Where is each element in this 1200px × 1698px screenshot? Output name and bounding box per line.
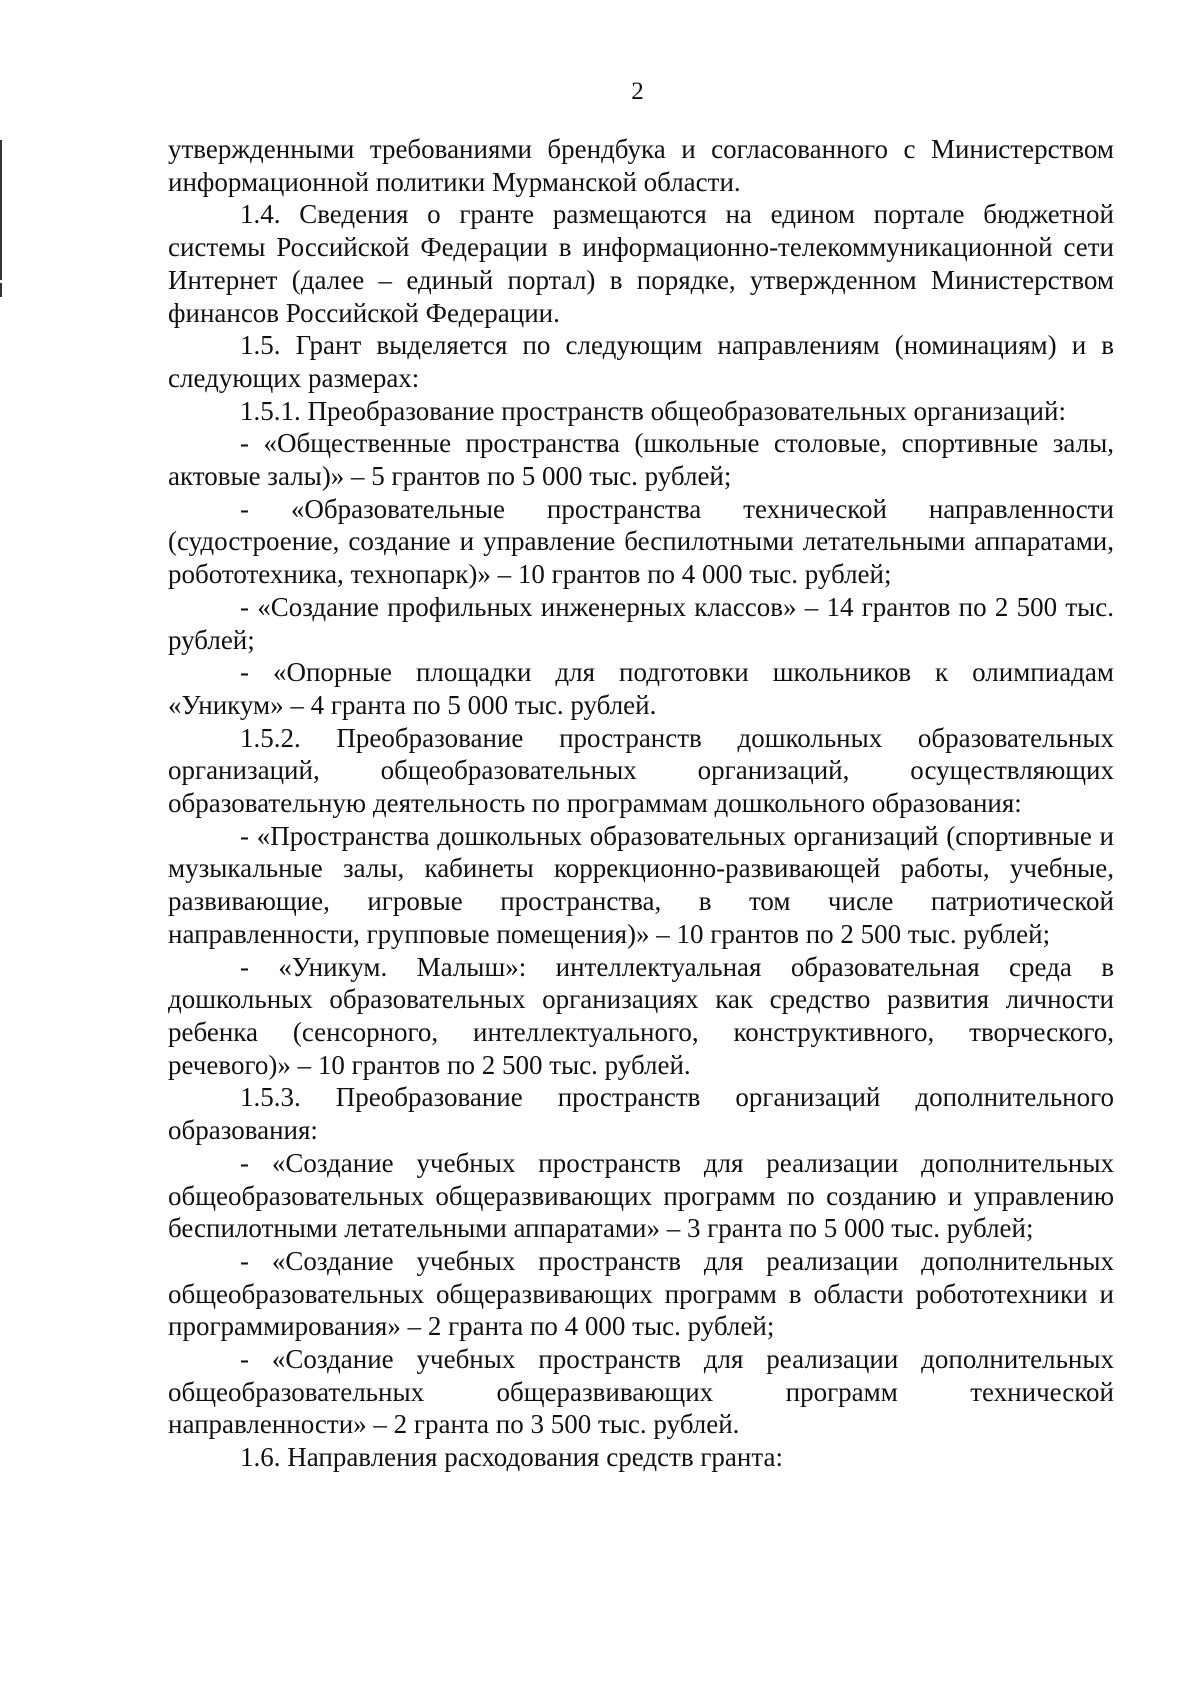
paragraph: 1.5. Грант выделяется по следующим направлениям (номинациям) и в следующих размерах:	[168, 330, 1114, 393]
document-body	[168, 133, 1114, 1474]
scan-edge-mark	[0, 283, 2, 297]
paragraph: 1.4. Сведения о гранте размещаются на едином портале бюджетной системы Российской Федерации в информационно-телекоммуникационной сети Интернет (далее – единый портал) в порядке, утвержденном Министерством финансов Российской Федерации.	[168, 199, 1114, 328]
list-item: - «Создание профильных инженерных классов» – 14 грантов по 2 500 тыс. рублей;	[168, 591, 1114, 655]
list-item: - «Опорные площадки для подготовки школьников к олимпиадам «Уникум» – 4 гранта по 5 000 тыс. рублей.	[168, 657, 1114, 720]
paragraph: 1.6. Направления расходования средств гранта:	[240, 1442, 783, 1473]
paragraph: 1.5.3. Преобразование пространств организаций дополнительного образования:	[168, 1082, 1114, 1146]
list-item: - «Общественные пространства (школьные столовые, спортивные залы, актовые залы)» – 5 грантов по 5 000 тыс. рублей;	[168, 428, 1114, 492]
paragraph: 1.5.1. Преобразование пространств общеобразовательных организаций:	[240, 395, 1066, 426]
list-item: - «Создание учебных пространств для реализации дополнительных общеобразовательных общеразвивающих программ по созданию и управлению беспилотными летательными аппаратами» – 3 гранта по 5 000 тыс. рублей;	[168, 1147, 1114, 1244]
list-item: - «Уникум. Малыш»: интеллектуальная образовательная среда в дошкольных образовательных организациях как средство развития личности ребенка (сенсорного, интеллектуального, конструктивного, творческого, речевого)» – 10 грантов по 2 500 тыс. рублей.	[168, 951, 1114, 1080]
list-item: - «Образовательные пространства технической направленности (судостроение, создание и управление беспилотными летательными аппаратами, робототехника, технопарк)» – 10 грантов по 4 000 тыс. рублей;	[168, 493, 1114, 590]
list-item: - «Создание учебных пространств для реализации дополнительных общеобразовательных общеразвивающих программ технической направленности» – 2 гранта по 3 500 тыс. рублей.	[168, 1344, 1114, 1440]
list-item: - «Создание учебных пространств для реализации дополнительных общеобразовательных общеразвивающих программ в области робототехники и программирования» – 2 гранта по 4 000 тыс. рублей;	[168, 1245, 1114, 1342]
list-item: - «Пространства дошкольных образовательных организаций (спортивные и музыкальные залы, кабинеты коррекционно-развивающей работы, учебные, развивающие, игровые пространства, в том числе патриотической направленности, групповые помещения)» – 10 грантов по 2 500 тыс. рублей;	[168, 820, 1114, 949]
paragraph: утвержденными требованиями брендбука и согласованного с Министерством информационной политики Мурманской области.	[168, 134, 1114, 197]
paragraph: 1.5.2. Преобразование пространств дошкольных образовательных организаций, общеобразовательных организаций, осуществляющих образовательную деятельность по программам дошкольного образования:	[168, 722, 1114, 819]
page-number: 2	[631, 78, 644, 105]
scan-edge-mark	[0, 140, 2, 280]
